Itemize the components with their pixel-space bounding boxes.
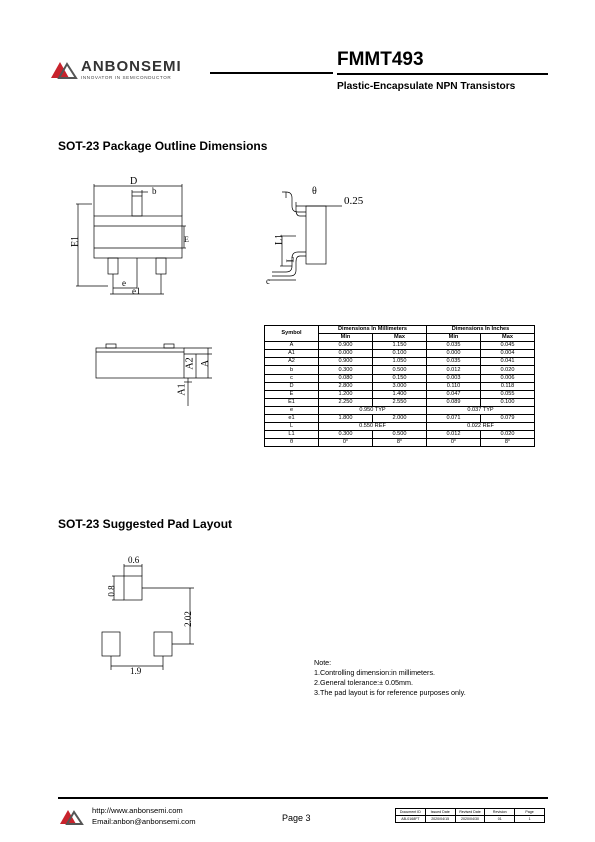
mm-min-header: Min [319, 334, 373, 342]
header-rule-right [337, 73, 548, 75]
table-cell-mm-max: 2.000 [373, 415, 427, 423]
table-cell-mm-min: 0.900 [319, 358, 373, 366]
table-cell-sym: D [265, 382, 319, 390]
label-b: b [152, 186, 157, 196]
table-cell-mm-max: 1.050 [373, 358, 427, 366]
table-cell-mm-min: 1.800 [319, 415, 373, 423]
rev-value-issued: 2020/04/15 [425, 816, 455, 823]
footer-logo-icon [58, 806, 86, 826]
pad-span-label: 1.9 [130, 666, 142, 676]
notes-block [314, 658, 466, 698]
dimension-table [264, 325, 535, 447]
table-cell-sym: L [265, 423, 319, 431]
table-cell-mm-typ: 0.950 TYP [319, 406, 427, 414]
table-cell-in-max: 0.004 [481, 350, 535, 358]
rev-header-revised: Revised Date [455, 809, 485, 816]
note-item-3: 3.The pad layout is for reference purposes only. [314, 688, 466, 697]
table-cell-in-min: 0.110 [427, 382, 481, 390]
table-cell-mm-max: 3.000 [373, 382, 427, 390]
label-A2: A2 [184, 357, 196, 370]
table-cell-in-max: 0.100 [481, 398, 535, 406]
table-cell-mm-min: 2.250 [319, 398, 373, 406]
label-A1: A1 [176, 383, 188, 396]
inch-header: Dimensions In Inches [427, 326, 535, 334]
rev-value-page: 1 [515, 816, 545, 823]
table-cell-in-typ: 0.022 REF [427, 423, 535, 431]
table-cell-in-min: 0.000 [427, 350, 481, 358]
label-D: D [130, 176, 138, 187]
table-cell-in-max: 0.055 [481, 390, 535, 398]
table-cell-mm-min: 0.080 [319, 374, 373, 382]
in-max-header: Max [481, 334, 535, 342]
table-row [265, 366, 535, 374]
label-E1: E1 [70, 235, 82, 248]
table-cell-sym: θ [265, 439, 319, 447]
table-cell-mm-max: 8° [373, 439, 427, 447]
label-theta: θ [312, 186, 317, 197]
table-row [265, 382, 535, 390]
table-cell-in-min: 0° [427, 439, 481, 447]
table-cell-sym: c [265, 374, 319, 382]
table-cell-sym: L1 [265, 431, 319, 439]
table-row [265, 423, 535, 431]
table-row [265, 398, 535, 406]
table-cell-mm-min: 0.300 [319, 366, 373, 374]
table-cell-sym: A [265, 342, 319, 350]
label-A: A [200, 359, 212, 368]
footer-url-link[interactable]: http://www.anbonsemi.com [92, 806, 183, 815]
pad-vertical-label: 2.02 [182, 611, 193, 627]
table-cell-mm-typ: 0.550 REF [319, 423, 427, 431]
label-E: E [184, 235, 189, 244]
table-cell-in-max: 0.079 [481, 415, 535, 423]
table-cell-in-typ: 0.037 TYP [427, 406, 535, 414]
rev-value-doc-id: AB-0168FT [396, 816, 426, 823]
mm-max-header: Max [373, 334, 427, 342]
brand-tagline: INNOVATOR IN SEMICONDUCTOR [81, 75, 172, 80]
table-row [265, 439, 535, 447]
table-cell-in-min: 0.035 [427, 358, 481, 366]
table-cell-sym: E1 [265, 398, 319, 406]
notes-title: Note: [314, 658, 332, 667]
table-cell-in-min: 0.089 [427, 398, 481, 406]
table-row [265, 415, 535, 423]
table-cell-in-max: 0.006 [481, 374, 535, 382]
rev-header-page: Page [515, 809, 545, 816]
table-cell-in-max: 0.020 [481, 366, 535, 374]
pad-width-label: 0.6 [128, 556, 140, 565]
label-e1: e1 [132, 286, 141, 296]
table-row [265, 431, 535, 439]
label-e: e [122, 278, 126, 288]
table-cell-mm-max: 2.550 [373, 398, 427, 406]
table-cell-in-max: 0.118 [481, 382, 535, 390]
header-rule-left [210, 72, 333, 74]
table-cell-mm-min: 0.300 [319, 431, 373, 439]
table-cell-mm-max: 1.400 [373, 390, 427, 398]
note-item-1: 1.Controlling dimension:in millimeters. [314, 668, 436, 677]
table-cell-mm-min: 2.800 [319, 382, 373, 390]
table-cell-sym: e1 [265, 415, 319, 423]
rev-header-doc-id: Document ID [396, 809, 426, 816]
table-cell-mm-max: 0.500 [373, 431, 427, 439]
table-row [265, 358, 535, 366]
page-number: Page 3 [282, 813, 311, 823]
mm-header: Dimensions In Millimeters [319, 326, 427, 334]
table-cell-in-max: 0.020 [481, 431, 535, 439]
table-cell-in-max: 0.041 [481, 358, 535, 366]
label-L1: L1 [274, 233, 286, 246]
table-cell-sym: b [265, 366, 319, 374]
brand-name: ANBONSEMI [81, 58, 182, 75]
table-cell-in-max: 0.045 [481, 342, 535, 350]
package-section-title: SOT-23 Package Outline Dimensions [58, 139, 268, 153]
table-cell-mm-min: 0.000 [319, 350, 373, 358]
table-cell-in-min: 0.035 [427, 342, 481, 350]
table-cell-sym: A1 [265, 350, 319, 358]
label-gauge: 0.25 [344, 195, 364, 207]
note-item-2: 2.General tolerance:± 0.05mm. [314, 678, 414, 687]
pad-height-label: 0.8 [106, 585, 117, 597]
rev-header-revision: Revision [485, 809, 515, 816]
label-c: c [266, 276, 270, 286]
table-cell-in-min: 0.071 [427, 415, 481, 423]
rev-value-revision: 01 [485, 816, 515, 823]
table-row [265, 342, 535, 350]
symbol-header: Symbol [265, 326, 319, 342]
table-cell-mm-max: 0.100 [373, 350, 427, 358]
pad-section-title: SOT-23 Suggested Pad Layout [58, 517, 233, 531]
table-cell-mm-min: 1.200 [319, 390, 373, 398]
footer-email-link[interactable]: Email:anbon@anbonsemi.com [92, 817, 196, 826]
package-front-view-drawing [88, 340, 218, 410]
in-min-header: Min [427, 334, 481, 342]
revision-table [395, 808, 545, 823]
dimension-table-body [265, 342, 535, 447]
table-cell-sym: A2 [265, 358, 319, 366]
table-cell-mm-min: 0.900 [319, 342, 373, 350]
table-cell-in-min: 0.012 [427, 431, 481, 439]
package-top-view-drawing [72, 168, 197, 298]
table-cell-sym: e [265, 406, 319, 414]
table-cell-mm-max: 0.500 [373, 366, 427, 374]
table-cell-mm-max: 0.150 [373, 374, 427, 382]
table-cell-in-max: 8° [481, 439, 535, 447]
table-cell-sym: E [265, 390, 319, 398]
rev-value-revised: 2020/04/30 [455, 816, 485, 823]
part-number: FMMT493 [337, 49, 424, 70]
table-row [265, 390, 535, 398]
table-cell-in-min: 0.047 [427, 390, 481, 398]
table-cell-mm-max: 1.150 [373, 342, 427, 350]
table-cell-in-min: 0.003 [427, 374, 481, 382]
table-row [265, 374, 535, 382]
footer-rule [58, 797, 548, 799]
table-row [265, 406, 535, 414]
table-row [265, 350, 535, 358]
table-cell-in-min: 0.012 [427, 366, 481, 374]
rev-header-issued: Issued Date [425, 809, 455, 816]
brand-logo-icon [49, 58, 79, 80]
page-subtitle: Plastic-Encapsulate NPN Transistors [337, 81, 516, 92]
label-L: L [285, 256, 297, 263]
table-cell-mm-min: 0° [319, 439, 373, 447]
